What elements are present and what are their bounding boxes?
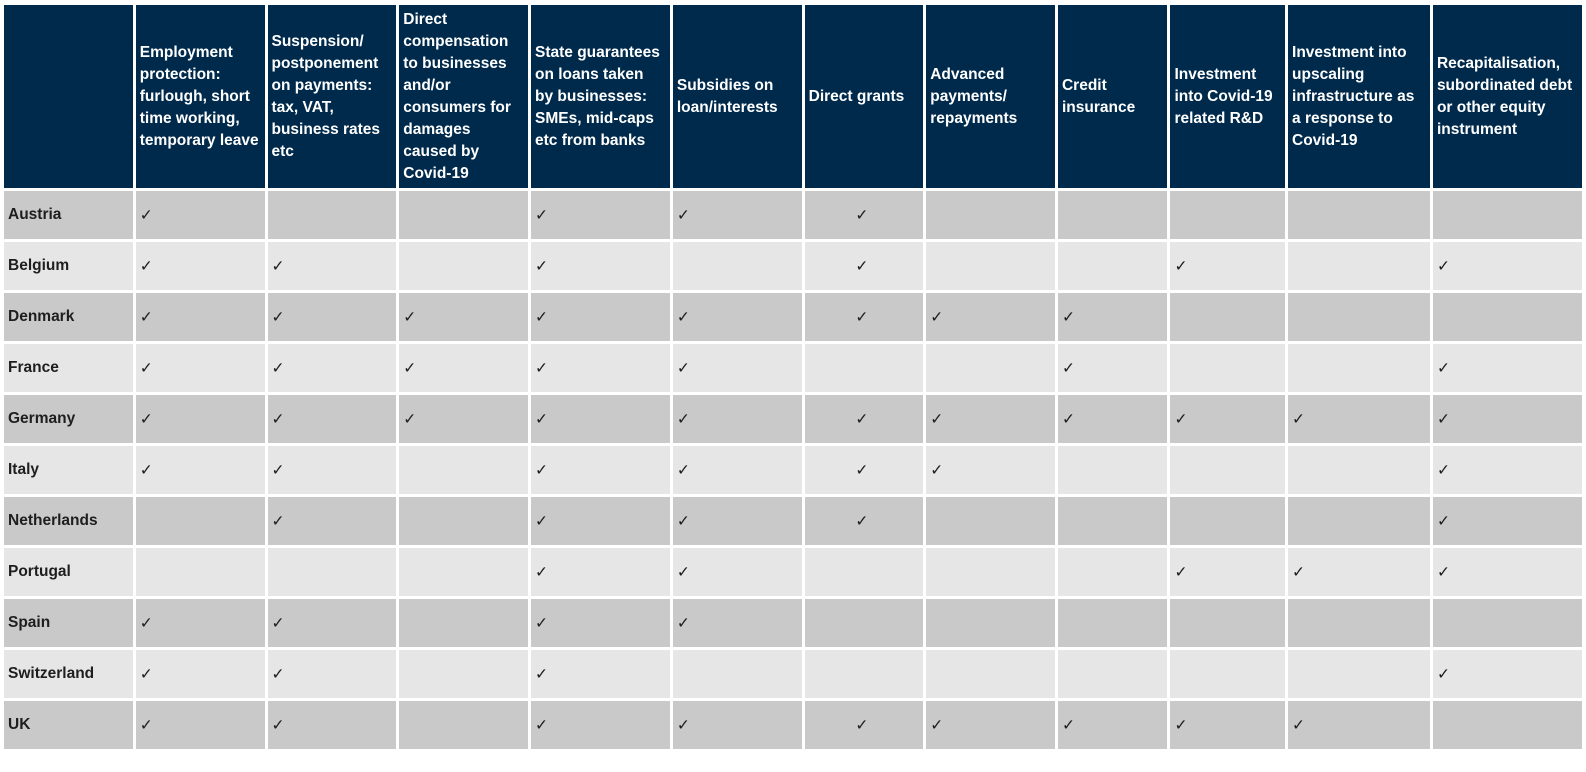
empty-cell (1170, 191, 1285, 239)
empty-cell (136, 548, 265, 596)
empty-cell (805, 650, 924, 698)
check-mark-icon: ✓ (805, 242, 924, 290)
empty-cell (1288, 344, 1430, 392)
empty-cell (805, 599, 924, 647)
empty-cell (926, 242, 1055, 290)
header-loan-subsidies: Subsidies on loan/interests (673, 5, 802, 188)
empty-cell (268, 191, 397, 239)
check-mark-icon: ✓ (268, 497, 397, 545)
check-mark-icon: ✓ (1058, 344, 1167, 392)
header-employment-protection: Employment protection: furlough, short time working, temporary leave (136, 5, 265, 188)
empty-cell (1170, 344, 1285, 392)
header-direct-grants: Direct grants (805, 5, 924, 188)
check-mark-icon: ✓ (673, 395, 802, 443)
header-infrastructure-upscaling: Investment into upscaling infrastructure as a response to Covid-19 (1288, 5, 1430, 188)
check-mark-icon: ✓ (673, 293, 802, 341)
check-mark-icon: ✓ (1433, 446, 1582, 494)
empty-cell (926, 650, 1055, 698)
check-mark-icon: ✓ (1288, 548, 1430, 596)
check-mark-icon: ✓ (399, 395, 528, 443)
check-mark-icon: ✓ (531, 344, 670, 392)
empty-cell (926, 191, 1055, 239)
header-direct-compensation: Direct compensation to businesses and/or consumers for damages caused by Covid-19 (399, 5, 528, 188)
empty-cell (136, 497, 265, 545)
table-body (4, 191, 1582, 749)
check-mark-icon: ✓ (1433, 650, 1582, 698)
check-mark-icon: ✓ (805, 395, 924, 443)
empty-cell (926, 497, 1055, 545)
empty-cell (399, 650, 528, 698)
empty-cell (1058, 242, 1167, 290)
empty-cell (1288, 293, 1430, 341)
header-state-guarantees: State guarantees on loans taken by businesses: SMEs, mid-caps etc from banks (531, 5, 670, 188)
empty-cell (926, 548, 1055, 596)
check-mark-icon: ✓ (926, 446, 1055, 494)
check-mark-icon: ✓ (805, 191, 924, 239)
empty-cell (1170, 446, 1285, 494)
table-row (4, 650, 1582, 698)
header-recapitalisation: Recapitalisation, subordinated debt or other equity instrument (1433, 5, 1582, 188)
country-name: France (4, 344, 133, 392)
table-row (4, 293, 1582, 341)
check-mark-icon: ✓ (1288, 701, 1430, 749)
check-mark-icon: ✓ (136, 701, 265, 749)
header-payment-suspension: Suspension/ postponement on payments: tax, VAT, business rates etc (268, 5, 397, 188)
check-mark-icon: ✓ (531, 395, 670, 443)
check-mark-icon: ✓ (136, 191, 265, 239)
table-row (4, 599, 1582, 647)
covid-measures-table (1, 2, 1585, 752)
check-mark-icon: ✓ (531, 191, 670, 239)
table-row (4, 344, 1582, 392)
check-mark-icon: ✓ (673, 191, 802, 239)
check-mark-icon: ✓ (268, 701, 397, 749)
empty-cell (399, 242, 528, 290)
check-mark-icon: ✓ (399, 344, 528, 392)
check-mark-icon: ✓ (268, 395, 397, 443)
country-name: Netherlands (4, 497, 133, 545)
check-mark-icon: ✓ (673, 344, 802, 392)
empty-cell (1058, 548, 1167, 596)
country-name: UK (4, 701, 133, 749)
check-mark-icon: ✓ (531, 599, 670, 647)
check-mark-icon: ✓ (1433, 548, 1582, 596)
table-row (4, 701, 1582, 749)
country-name: Denmark (4, 293, 133, 341)
check-mark-icon: ✓ (531, 650, 670, 698)
empty-cell (399, 446, 528, 494)
check-mark-icon: ✓ (1170, 701, 1285, 749)
check-mark-icon: ✓ (136, 446, 265, 494)
check-mark-icon: ✓ (1058, 293, 1167, 341)
check-mark-icon: ✓ (805, 497, 924, 545)
check-mark-icon: ✓ (136, 395, 265, 443)
empty-cell (1433, 599, 1582, 647)
empty-cell (1170, 599, 1285, 647)
empty-cell (1170, 293, 1285, 341)
check-mark-icon: ✓ (136, 242, 265, 290)
check-mark-icon: ✓ (531, 701, 670, 749)
country-name: Belgium (4, 242, 133, 290)
empty-cell (1288, 497, 1430, 545)
empty-cell (268, 548, 397, 596)
check-mark-icon: ✓ (805, 446, 924, 494)
empty-cell (1288, 242, 1430, 290)
check-mark-icon: ✓ (673, 599, 802, 647)
header-row (4, 5, 1582, 188)
check-mark-icon: ✓ (268, 242, 397, 290)
check-mark-icon: ✓ (1433, 497, 1582, 545)
empty-cell (1058, 191, 1167, 239)
empty-cell (805, 548, 924, 596)
country-name: Switzerland (4, 650, 133, 698)
empty-cell (1058, 497, 1167, 545)
empty-cell (1433, 293, 1582, 341)
empty-cell (1288, 650, 1430, 698)
check-mark-icon: ✓ (1170, 242, 1285, 290)
header-covid-rnd: Investment into Covid-19 related R&D (1170, 5, 1285, 188)
check-mark-icon: ✓ (673, 446, 802, 494)
check-mark-icon: ✓ (1170, 548, 1285, 596)
check-mark-icon: ✓ (673, 497, 802, 545)
empty-cell (1288, 191, 1430, 239)
empty-cell (399, 191, 528, 239)
check-mark-icon: ✓ (926, 293, 1055, 341)
empty-cell (399, 548, 528, 596)
check-mark-icon: ✓ (1433, 344, 1582, 392)
check-mark-icon: ✓ (926, 701, 1055, 749)
table-row (4, 395, 1582, 443)
header-advanced-payments: Advanced payments/ repayments (926, 5, 1055, 188)
check-mark-icon: ✓ (268, 293, 397, 341)
check-mark-icon: ✓ (1433, 242, 1582, 290)
empty-cell (673, 242, 802, 290)
check-mark-icon: ✓ (673, 701, 802, 749)
check-mark-icon: ✓ (531, 548, 670, 596)
empty-cell (1433, 701, 1582, 749)
empty-cell (399, 497, 528, 545)
country-name: Austria (4, 191, 133, 239)
check-mark-icon: ✓ (268, 650, 397, 698)
check-mark-icon: ✓ (673, 548, 802, 596)
check-mark-icon: ✓ (926, 395, 1055, 443)
check-mark-icon: ✓ (531, 242, 670, 290)
check-mark-icon: ✓ (1170, 395, 1285, 443)
check-mark-icon: ✓ (136, 344, 265, 392)
empty-cell (926, 344, 1055, 392)
empty-cell (399, 599, 528, 647)
check-mark-icon: ✓ (1288, 395, 1430, 443)
empty-cell (1288, 446, 1430, 494)
check-mark-icon: ✓ (805, 701, 924, 749)
empty-cell (1058, 650, 1167, 698)
check-mark-icon: ✓ (1058, 701, 1167, 749)
table-row (4, 497, 1582, 545)
header-credit-insurance: Credit insurance (1058, 5, 1167, 188)
check-mark-icon: ✓ (268, 344, 397, 392)
table-row (4, 548, 1582, 596)
empty-cell (805, 344, 924, 392)
check-mark-icon: ✓ (531, 446, 670, 494)
check-mark-icon: ✓ (531, 497, 670, 545)
check-mark-icon: ✓ (136, 599, 265, 647)
check-mark-icon: ✓ (805, 293, 924, 341)
check-mark-icon: ✓ (399, 293, 528, 341)
check-mark-icon: ✓ (268, 446, 397, 494)
check-mark-icon: ✓ (1058, 395, 1167, 443)
table-row (4, 242, 1582, 290)
check-mark-icon: ✓ (1433, 395, 1582, 443)
check-mark-icon: ✓ (136, 650, 265, 698)
empty-cell (1288, 599, 1430, 647)
check-mark-icon: ✓ (268, 599, 397, 647)
empty-cell (1170, 650, 1285, 698)
country-name: Germany (4, 395, 133, 443)
check-mark-icon: ✓ (531, 293, 670, 341)
empty-cell (926, 599, 1055, 647)
empty-cell (1058, 446, 1167, 494)
empty-cell (1170, 497, 1285, 545)
empty-cell (1058, 599, 1167, 647)
empty-cell (673, 650, 802, 698)
empty-cell (399, 701, 528, 749)
table-row (4, 446, 1582, 494)
corner-header (4, 5, 133, 188)
check-mark-icon: ✓ (136, 293, 265, 341)
country-name: Italy (4, 446, 133, 494)
country-name: Portugal (4, 548, 133, 596)
empty-cell (1433, 191, 1582, 239)
country-name: Spain (4, 599, 133, 647)
table-row (4, 191, 1582, 239)
